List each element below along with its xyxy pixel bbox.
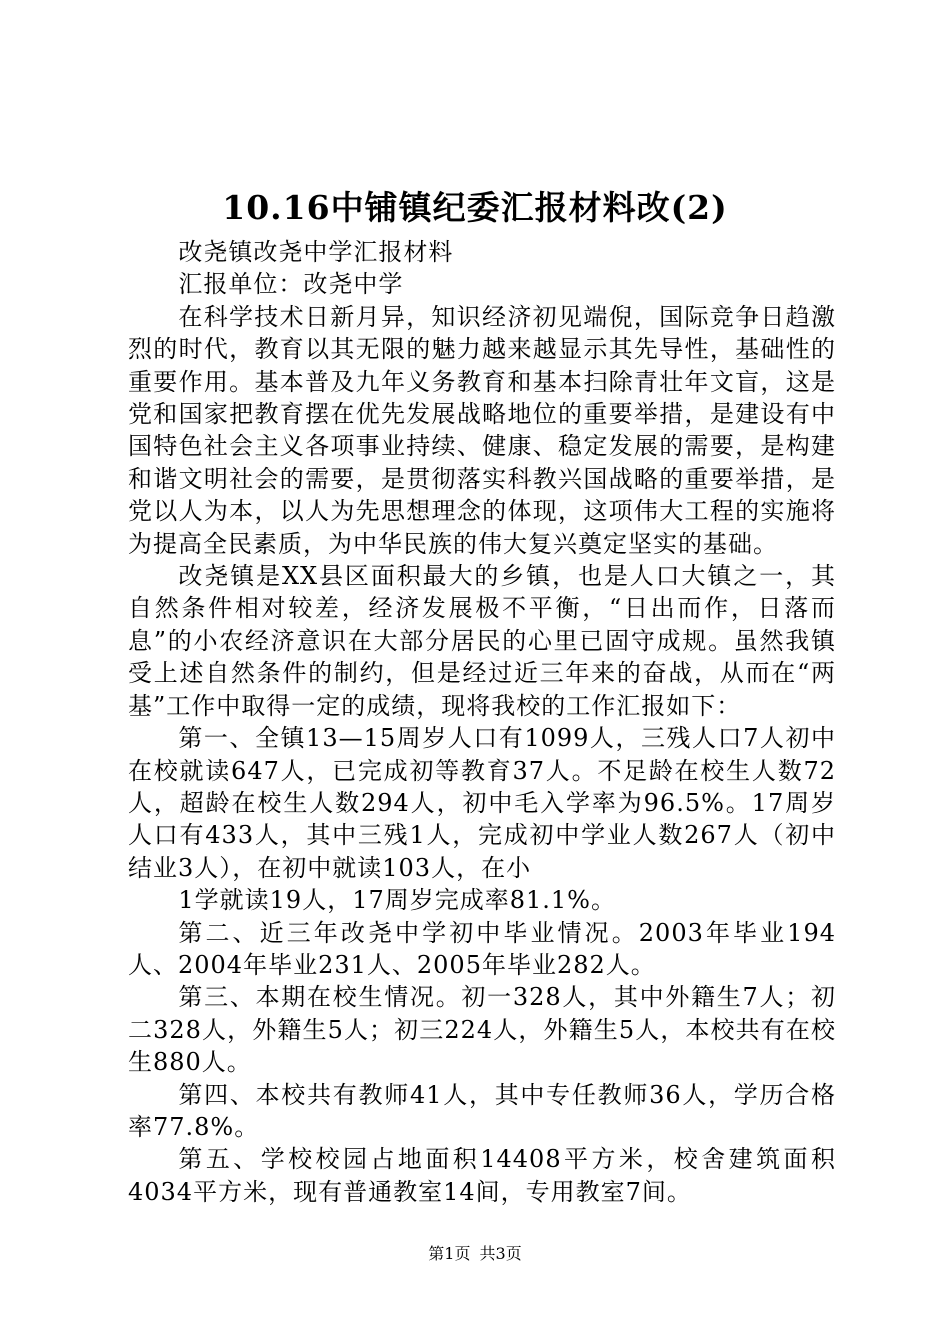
intro-paragraph: 在科学技术日新月异，知识经济初见端倪，国际竞争日趋激烈的时代，教育以其无限的魅力越来越显示其先导性，基础性的重要作用。基本普及九年义务教育和基本扫除青壮年文盲，这是党和国家把教育摆在优先发展战略地位的重要举措，是建设有中国特色社会主义各项事业持续、健康、稳定发展的需要，是构建和谐文明社会的需要，是贯彻落实科教兴国战略的重要举措，是党以人为本，以人为先思想理念的体现，这项伟大工程的实施将为提高全民素质，为中华民族的伟大复兴奠定坚实的基础。 bbox=[128, 302, 836, 558]
section-two-paragraph: 第二、近三年改尧中学初中毕业情况。2003年毕业194人、2004年毕业231人、2005年毕业282人。 bbox=[128, 918, 836, 979]
page-number: 第1页 bbox=[428, 1244, 471, 1263]
document-title: 10.16中铺镇纪委汇报材料改(2) bbox=[222, 188, 728, 227]
reporting-unit-paragraph: 汇报单位：改尧中学 bbox=[178, 270, 404, 299]
page-footer bbox=[0, 1242, 950, 1266]
section-five-paragraph: 第五、学校校园占地面积14408平方米，校舍建筑面积4034平方米，现有普通教室14间，专用教室7间。 bbox=[128, 1145, 836, 1206]
document-body bbox=[128, 236, 836, 1208]
page-total: 共3页 bbox=[479, 1244, 522, 1263]
subtitle-paragraph: 改尧镇改尧中学汇报材料 bbox=[178, 238, 454, 266]
section-one-continuation: 1学就读19人，17周岁完成率81.1%。 bbox=[178, 886, 616, 915]
section-one-paragraph: 第一、全镇13—15周岁人口有1099人，三残人口7人初中在校就读647人，已完成初等教育37人。不足龄在校生人数72人，超龄在校生人数294人，初中毛入学率为96.5%。17周岁人口有433人，其中三残1人，完成初中学业人数267人（初中结业3人），在初中就读103人，在小 bbox=[128, 724, 836, 882]
section-three-paragraph: 第三、本期在校生情况。初一328人，其中外籍生7人；初二328人，外籍生5人；初三224人，外籍生5人，本校共有在校生880人。 bbox=[128, 983, 836, 1077]
section-four-paragraph: 第四、本校共有教师41人，其中专任教师36人，学历合格率77.8%。 bbox=[128, 1080, 836, 1141]
town-overview-paragraph: 改尧镇是XX县区面积最大的乡镇，也是人口大镇之一，其自然条件相对较差，经济发展极不平衡，“日出而作，日落而息”的小农经济意识在大部分居民的心里已固守成规。虽然我镇受上述自然条件的制约，但是经过近三年来的奋战，从而在“两基”工作中取得一定的成绩，现将我校的工作汇报如下： bbox=[128, 562, 836, 720]
